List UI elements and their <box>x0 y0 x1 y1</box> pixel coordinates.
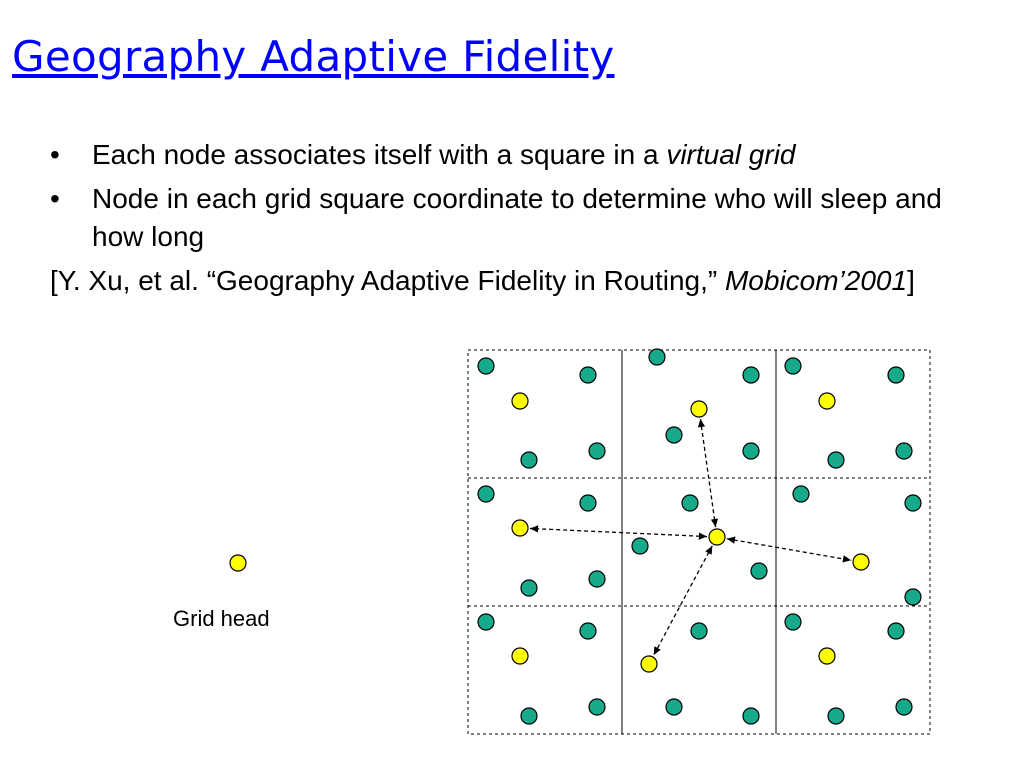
sensor-node <box>785 614 801 630</box>
sensor-node <box>478 358 494 374</box>
sensor-node <box>905 589 921 605</box>
sensor-node <box>682 495 698 511</box>
grid-head-node <box>512 393 528 409</box>
sensor-node <box>478 614 494 630</box>
sensor-node <box>666 427 682 443</box>
message-links <box>530 419 851 655</box>
sensor-node <box>896 443 912 459</box>
bullet-text: Each node associates itself with a square in a <box>92 139 667 170</box>
sensor-node <box>521 452 537 468</box>
sensor-node <box>793 486 809 502</box>
reference-suffix: ] <box>907 265 915 296</box>
sensor-node <box>896 699 912 715</box>
grid-head-node <box>819 648 835 664</box>
sensor-node <box>649 349 665 365</box>
grid-head-node <box>819 393 835 409</box>
grid-head-node <box>691 401 707 417</box>
sensor-node <box>521 708 537 724</box>
grid-head-legend-label: Grid head <box>173 606 270 631</box>
slide-title: Geography Adaptive Fidelity <box>12 32 615 81</box>
sensor-node <box>478 486 494 502</box>
grid-head-node <box>709 529 725 545</box>
sensor-node <box>580 623 596 639</box>
bullet-text: Node in each grid square coordinate to determine who will sleep and how long <box>92 183 942 252</box>
bullet-marker: • <box>50 139 60 170</box>
sensor-node <box>751 563 767 579</box>
sensor-node <box>589 571 605 587</box>
sensor-node <box>666 699 682 715</box>
sensor-node <box>632 538 648 554</box>
bullet-emphasis: virtual grid <box>666 139 796 170</box>
message-arrow <box>727 539 851 561</box>
grid-head-node <box>512 520 528 536</box>
sensor-node <box>589 699 605 715</box>
bullet-marker: • <box>50 183 60 214</box>
sensor-node <box>888 623 904 639</box>
sensor-node <box>743 443 759 459</box>
grid-head-node <box>853 554 869 570</box>
sensor-node <box>785 358 801 374</box>
message-arrow <box>530 528 707 536</box>
sensor-node <box>521 580 537 596</box>
sensor-node <box>743 708 759 724</box>
sensor-node <box>828 708 844 724</box>
sensor-node <box>691 623 707 639</box>
sensor-node <box>589 443 605 459</box>
sensor-node <box>580 495 596 511</box>
grid-head-legend-icon <box>230 555 246 571</box>
sensor-node <box>828 452 844 468</box>
grid-head-node <box>641 656 657 672</box>
sensor-node <box>743 367 759 383</box>
grid-head-node <box>512 648 528 664</box>
sensor-node <box>580 367 596 383</box>
message-arrow <box>700 419 715 527</box>
sensor-node <box>888 367 904 383</box>
reference-prefix: [Y. Xu, et al. “Geography Adaptive Fidelity in Routing,” <box>50 265 725 296</box>
sensor-node <box>905 495 921 511</box>
reference-venue: Mobicom’2001 <box>724 265 908 296</box>
message-arrow <box>654 546 713 655</box>
